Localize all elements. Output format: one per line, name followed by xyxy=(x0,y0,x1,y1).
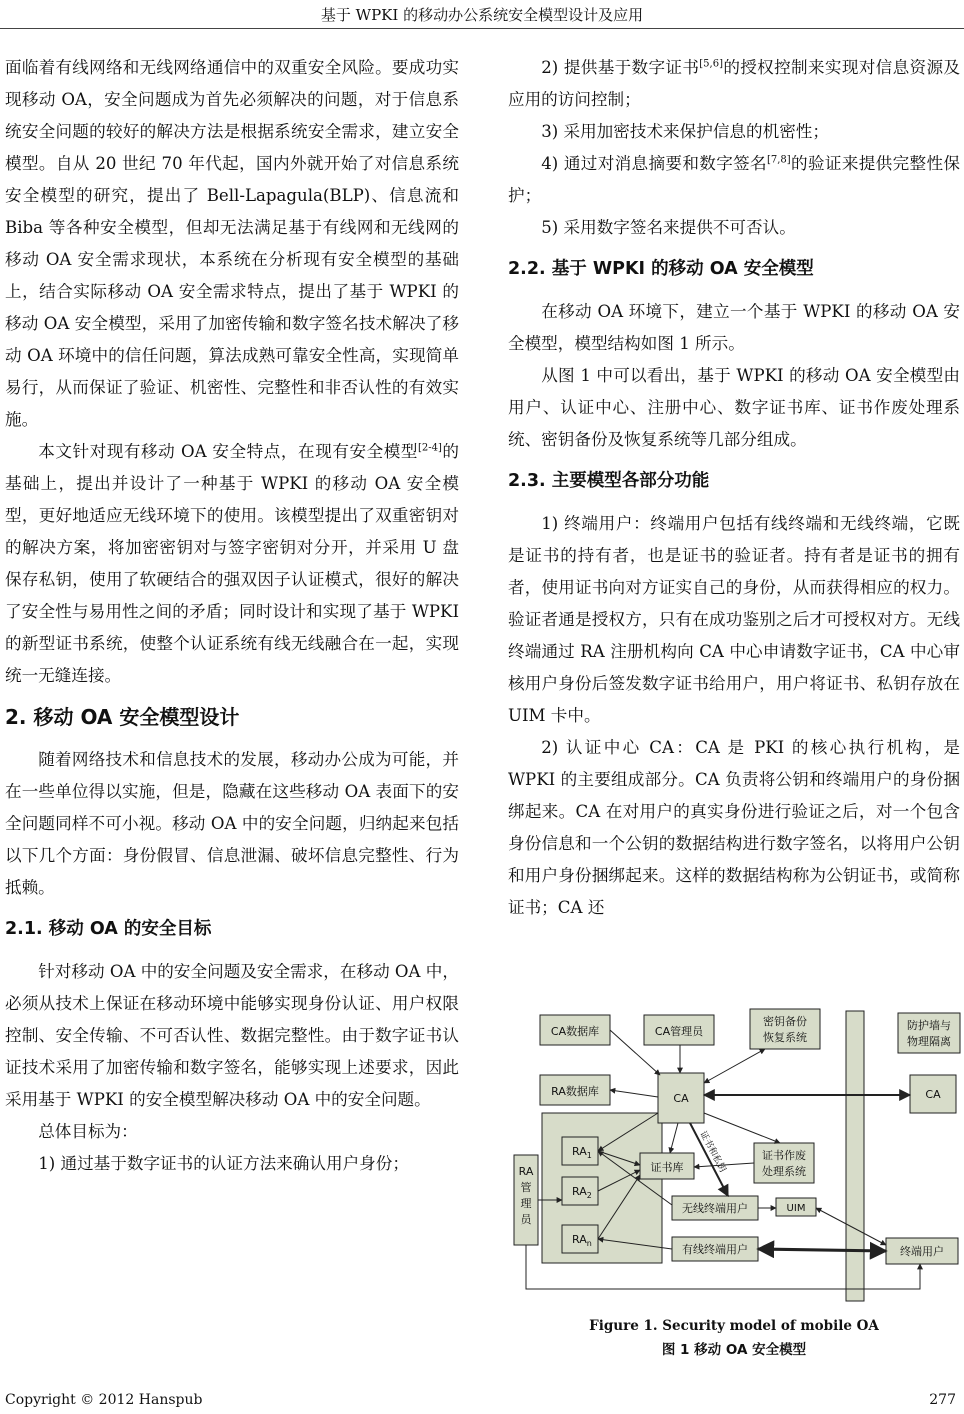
citation-ref[interactable]: [2-4] xyxy=(417,442,442,454)
list-item-2 xyxy=(508,52,960,116)
security-model-diagram xyxy=(510,1005,962,1305)
connector xyxy=(704,1049,765,1083)
section-heading-2-1: 2.1. 移动 OA 的安全目标 xyxy=(5,919,212,939)
paragraph-intro-cont: 面临着有线网络和无线网络通信中的双重安全风险。要成功实现移动 OA，安全问题成为首先必须解决的问题，对于信息系统安全问题的较好的解决方法是根据系统安全需求，建立安全模型。自从 20 世纪 70 年代起，国内外就开始了对信息系统安全模型的研究，提出了 Bell-Lapagula(BLP)、信息流和 Biba 等各种安全模型，但却无法满足基于有线网和无线网的移动 OA 安全需求现状，本系统在分析现有安全模型的基础上，结合实际移动 OA 安全需求特点，提出了基于 WPKI 的移动 OA 安全模型，采用了加密传输和数字签名技术解决了移动 OA 环境中的信任问题，算法成熟可靠安全性高，实现简单易行，从而保证了验证、机密性、完整性和非否认性的有效实施。 xyxy=(5,58,459,429)
connector xyxy=(610,1090,658,1097)
label-ca-center: CA xyxy=(673,1092,689,1105)
list-item-4 xyxy=(508,148,960,212)
label-firewall: 物理隔离 xyxy=(907,1035,951,1048)
label-wired-user: 有线终端用户 xyxy=(682,1243,748,1256)
label-end-user: 终端用户 xyxy=(900,1245,944,1258)
label-ca-database: CA数据库 xyxy=(550,1025,600,1038)
list-item-3: 3) 采用加密技术来保护信息的机密性； xyxy=(541,122,829,141)
paragraph-overall-goal: 总体目标为： xyxy=(38,1122,138,1141)
label-cert-store: 证书库 xyxy=(650,1161,684,1174)
label-ra1-sub: 1 xyxy=(586,1151,592,1160)
label-ra-admin: RA xyxy=(518,1165,534,1178)
text-span: 的基础上，提出并设计了一种基于 WPKI 的移动 OA 安全模型，更好地适应无线环境下的使用。该模型提出了双重密钥对的解决方案，将加密密钥对与签字密钥对分开，并采用 U 盘保存私钥，使用了软硬结合的强双因子认证模式，很好的解决了安全性与易用性之间的矛盾；同时设计和实现了基于 WPKI 的新型证书系统，使整个认证系统有线无线融合在一起，实现统一无缝连接。 xyxy=(5,442,460,685)
footer-page-number: 277 xyxy=(929,1392,956,1408)
label-ra-admin: 管 xyxy=(520,1181,532,1194)
section-heading-2-3: 2.3. 主要模型各部分功能 xyxy=(508,471,710,491)
label-ran-main: RA xyxy=(572,1233,587,1246)
footer-copyright: Copyright © 2012 Hanspub xyxy=(5,1392,203,1408)
connector xyxy=(758,1249,886,1251)
left-column xyxy=(5,52,459,1180)
figure-caption-cn: 图 1 移动 OA 安全模型 xyxy=(661,1342,807,1358)
label-key-backup: 密钥备份 xyxy=(763,1015,807,1028)
connector xyxy=(704,1113,780,1143)
text-span: 4) 通过对消息摘要和数字签名 xyxy=(541,154,767,173)
label-ra-admin: 员 xyxy=(520,1213,532,1226)
section-heading-2: 2. 移动 OA 安全模型设计 xyxy=(5,705,240,729)
label-uim: UIM xyxy=(786,1203,806,1214)
label-ra2-sub: 2 xyxy=(586,1191,592,1200)
paragraph-security-goals: 针对移动 OA 中的安全问题及安全需求，在移动 OA 中，必须从技术上保证在移动环境中能够实现身份认证、用户权限控制、安全传输、不可否认性、数据完整性。由于数字证书认证技术采用了加密传输和数字签名，能够实现上述要求，因此采用基于 WPKI 的安全模型解决移动 OA 中的安全问题。 xyxy=(5,962,459,1109)
paragraph-security-issues: 随着网络技术和信息技术的发展，移动办公成为可能，并在一些单位得以实施，但是，隐藏在这些移动 OA 表面下的安全问题同样不可小视。移动 OA 中的安全问题，归纳起来包括以下几个方面：身份假冒、信息泄漏、破坏信息完整性、行为抵赖。 xyxy=(5,750,459,897)
figure-security-model xyxy=(510,1005,962,1305)
label-ca-admin: CA管理员 xyxy=(654,1025,704,1038)
connector xyxy=(670,1123,678,1153)
figure-caption-en: Figure 1. Security model of mobile OA xyxy=(589,1318,879,1334)
list-item-5: 5) 采用数字签名来提供不可否认。 xyxy=(541,218,796,237)
label-firewall: 防护墙与 xyxy=(907,1019,951,1032)
label-ran-sub: n xyxy=(586,1239,592,1248)
text-span: 的验证来提供完整性保护； xyxy=(508,154,960,205)
label-ra1-main: RA xyxy=(572,1145,587,1158)
header-rule xyxy=(0,28,964,29)
citation-ref[interactable]: [5,6] xyxy=(699,58,723,70)
paragraph-model-components: 从图 1 中可以看出，基于 WPKI 的移动 OA 安全模型由用户、认证中心、注册中心、数字证书库、证书作废处理系统、密钥备份及恢复系统等几部分组成。 xyxy=(508,366,960,449)
citation-ref[interactable]: [7,8] xyxy=(766,154,791,166)
text-span: 本文针对现有移动 OA 安全特点，在现有安全模型 xyxy=(38,442,418,461)
label-ra-database: RA数据库 xyxy=(551,1085,599,1098)
label-key-backup: 恢复系统 xyxy=(763,1031,807,1044)
firewall-bar xyxy=(846,1011,864,1301)
section-heading-2-2: 2.2. 基于 WPKI 的移动 OA 安全模型 xyxy=(508,259,814,279)
label-revocation: 处理系统 xyxy=(762,1165,806,1178)
right-column xyxy=(508,52,960,924)
paragraph-ca: 2) 认证中心 CA：CA 是 PKI 的核心执行机构，是 WPKI 的主要组成部分。CA 负责将公钥和终端用户的身份捆绑起来。CA 在对用户的真实身份进行验证之后，对一个包含身份信息和一个公钥的数据结构进行数字签名，以将用户公钥和用户身份捆绑起来。这样的数据结构称为公钥证书，或简称证书；CA 还 xyxy=(508,738,960,917)
ra-group-region xyxy=(542,1113,662,1263)
paragraph-contribution xyxy=(5,436,459,692)
label-ca-remote: CA xyxy=(925,1088,941,1101)
list-item-1: 1) 通过基于数字证书的认证方法来确认用户身份； xyxy=(38,1154,409,1173)
label-ra2-main: RA xyxy=(572,1185,587,1198)
paragraph-model-intro: 在移动 OA 环境下，建立一个基于 WPKI 的移动 OA 安全模型，模型结构如图 1 所示。 xyxy=(508,302,960,353)
label-ra-admin: 理 xyxy=(520,1197,532,1210)
text-span: 2) 提供基于数字证书 xyxy=(541,58,700,77)
paragraph-end-user: 1) 终端用户：终端用户包括有线终端和无线终端，它既是证书的持有者，也是证书的验证者。持有者是证书的拥有者，使用证书向对方证实自己的身份，从而获得相应的权力。验证者通是授权方，只有在成功鉴别之后才可授权对方。无线终端通过 RA 注册机构向 CA 中心申请数字证书，CA 中心审核用户身份后签发数字证书给用户，用户将证书、私钥存放在 UIM 卡中。 xyxy=(508,514,960,725)
label-wireless-user: 无线终端用户 xyxy=(682,1202,748,1215)
text-span: 的授权控制来实现对信息资源及应用的访问控制； xyxy=(508,58,960,109)
running-header: 基于 WPKI 的移动办公系统安全模型设计及应用 xyxy=(320,6,644,24)
label-cert-privatekey: 证书和私钥 xyxy=(697,1129,728,1175)
label-revocation: 证书作废 xyxy=(762,1149,806,1162)
